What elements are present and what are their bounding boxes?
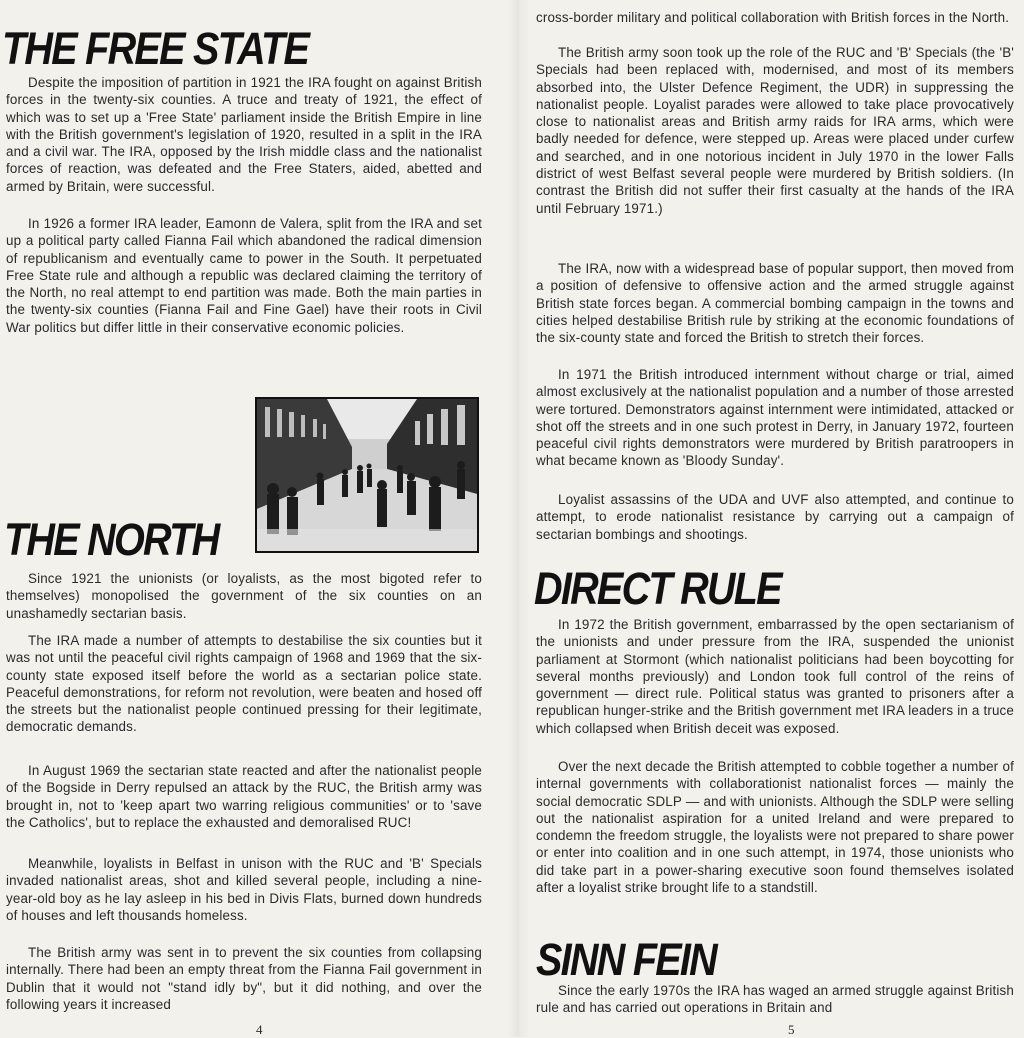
north-paragraph-2: The IRA made a number of attempts to destabilise the six counties but it was not until the peaceful civil rights campaign of 1968 and 1969 that the six-county state exposed itself before the world as a sectarian police state. Peaceful demonstrations, for reform not revolution, were beaten and hosed off the streets but the nationalist people continued pressing for their legitimate, democratic demands. bbox=[6, 633, 482, 735]
page-number-left: 4 bbox=[256, 1022, 263, 1037]
right-paragraph-4: Loyalist assassins of the UDA and UVF also attempted, and continue to attempt, to erode nationalist resistance by carrying out a campaign of sectarian bombings and shootings. bbox=[536, 492, 1014, 542]
street-soldiers-photo bbox=[255, 397, 479, 553]
north-paragraph-5: The British army was sent in to prevent the six counties from collapsing internally. There had been an empty threat from the Fianna Fail government in Dublin that it would not "stand idly by", but it did nothing, and over the following years it increased bbox=[6, 945, 482, 1012]
direct-rule-paragraph-2: Over the next decade the British attempted to cobble together a number of internal governments with collaborationist nationalist forces — mainly the social democratic SDLP — and with unionists. Although the SDLP were selling out the nationalist aspiration for a united Ireland and were prepared to condemn the freedom struggle, the loyalists were not prepared to share power or enter into coalition and in one such attempt, in 1974, those unionists who did take part in a power-sharing executive soon found themselves isolated after a loyalist strike brought life to a standstill. bbox=[536, 759, 1014, 896]
heading-free-state: THE FREE STATE bbox=[2, 23, 309, 74]
free-state-paragraph-1: Despite the imposition of partition in 1921 the IRA fought on against British forces in the twenty-six counties. A truce and treaty of 1921, the effect of which was to set up a 'Free State' parliament inside the British Empire in line with the British government's legislation of 1920, resulted in a split in the IRA and a civil war. The IRA, opposed by the Irish middle class and the nationalist forces of reaction, was defeated and the Free Staters, aided, abetted and armed by Britain, were successful. bbox=[6, 75, 482, 194]
sinn-fein-paragraph-1: Since the early 1970s the IRA has waged an armed struggle against British rule and has carried out operations in Britain and bbox=[536, 983, 1014, 1016]
continued-paragraph: cross-border military and political collaboration with British forces in the North. bbox=[536, 10, 1010, 25]
right-paragraph-1: The British army soon took up the role of the RUC and 'B' Specials (the 'B' Specials had been replaced with, modernised, and most of its members absorbed into, the Ulster Defence Regiment, the UDR) in suppressing the nationalist people. Loyalist parades were allowed to take place provocatively close to nationalist areas and British army raids for IRA arms, which were badly needed for defence, were stepped up. Areas were placed under curfew and searched, and in one notorious incident in July 1970 in the lower Falls district of west Belfast several people were murdered by British soldiers. (In contrast the British did not suffer their first casualty at the hands of the IRA until February 1971.) bbox=[536, 45, 1014, 216]
page-number-right: 5 bbox=[788, 1022, 795, 1037]
north-paragraph-3: In August 1969 the sectarian state reacted and after the nationalist people of the Bogside in Derry repulsed an attack by the RUC, the British army was brought in, not to 'keep apart two warring religious communities' or to 'save the Catholics', but to replace the exhausted and demoralised RUC! bbox=[6, 763, 482, 830]
right-paragraph-2: The IRA, now with a widespread base of popular support, then moved from a position of defensive to offensive action and the armed struggle against British state forces began. A commercial bombing campaign in the towns and cities helped destabilise British rule by striking at the economic foundations of the six-county state and forced the British to stretch their forces. bbox=[536, 261, 1014, 346]
heading-direct-rule: DIRECT RULE bbox=[534, 563, 781, 614]
photo-illustration bbox=[257, 399, 477, 551]
north-paragraph-4: Meanwhile, loyalists in Belfast in unison with the RUC and 'B' Specials invaded nationalist areas, shot and killed several people, including a nine-year-old boy as he lay asleep in his bed in Divis Flats, burned down hundreds of houses and left thousands homeless. bbox=[6, 856, 482, 923]
heading-the-north: THE NORTH bbox=[4, 514, 219, 565]
page-gutter bbox=[508, 0, 530, 1037]
free-state-paragraph-2: In 1926 a former IRA leader, Eamonn de Valera, split from the IRA and set up a political party called Fianna Fail which abandoned the radical dimension of republicanism and eventually came to power in the South. It perpetuated Free State rule and although a republic was declared claiming the territory of the North, no real attempt to end partition was made. Both the main parties in the twenty-six counties (Fianna Fail and Fine Gael) have their roots in Civil War politics but differ little in their conservative economic policies. bbox=[6, 216, 482, 335]
right-paragraph-3: In 1971 the British introduced internment without charge or trial, aimed almost exclusively at the nationalist population and a number of those arrested were tortured. Demonstrators against internment were intimidated, attacked or shot off the streets and in one such protest in Derry, in January 1972, fourteen peaceful civil rights demonstrators were murdered by British paratroopers in what became known as 'Bloody Sunday'. bbox=[536, 367, 1014, 469]
north-paragraph-1: Since 1921 the unionists (or loyalists, as the most bigoted refer to themselves) monopolised the government of the six counties on an unashamedly sectarian basis. bbox=[6, 571, 482, 621]
direct-rule-paragraph-1: In 1972 the British government, embarrassed by the open sectarianism of the unionists and under pressure from the IRA, suspended the unionist parliament at Stormont (which nationalist politicians had been boycotting for several months previously) and London took full control of the reins of government — direct rule. Political status was granted to prisoners after a republican hunger-strike and the British government met IRA leaders in a truce which collapsed when British deceit was exposed. bbox=[536, 617, 1014, 736]
heading-sinn-fein: SINN FEIN bbox=[536, 934, 716, 985]
